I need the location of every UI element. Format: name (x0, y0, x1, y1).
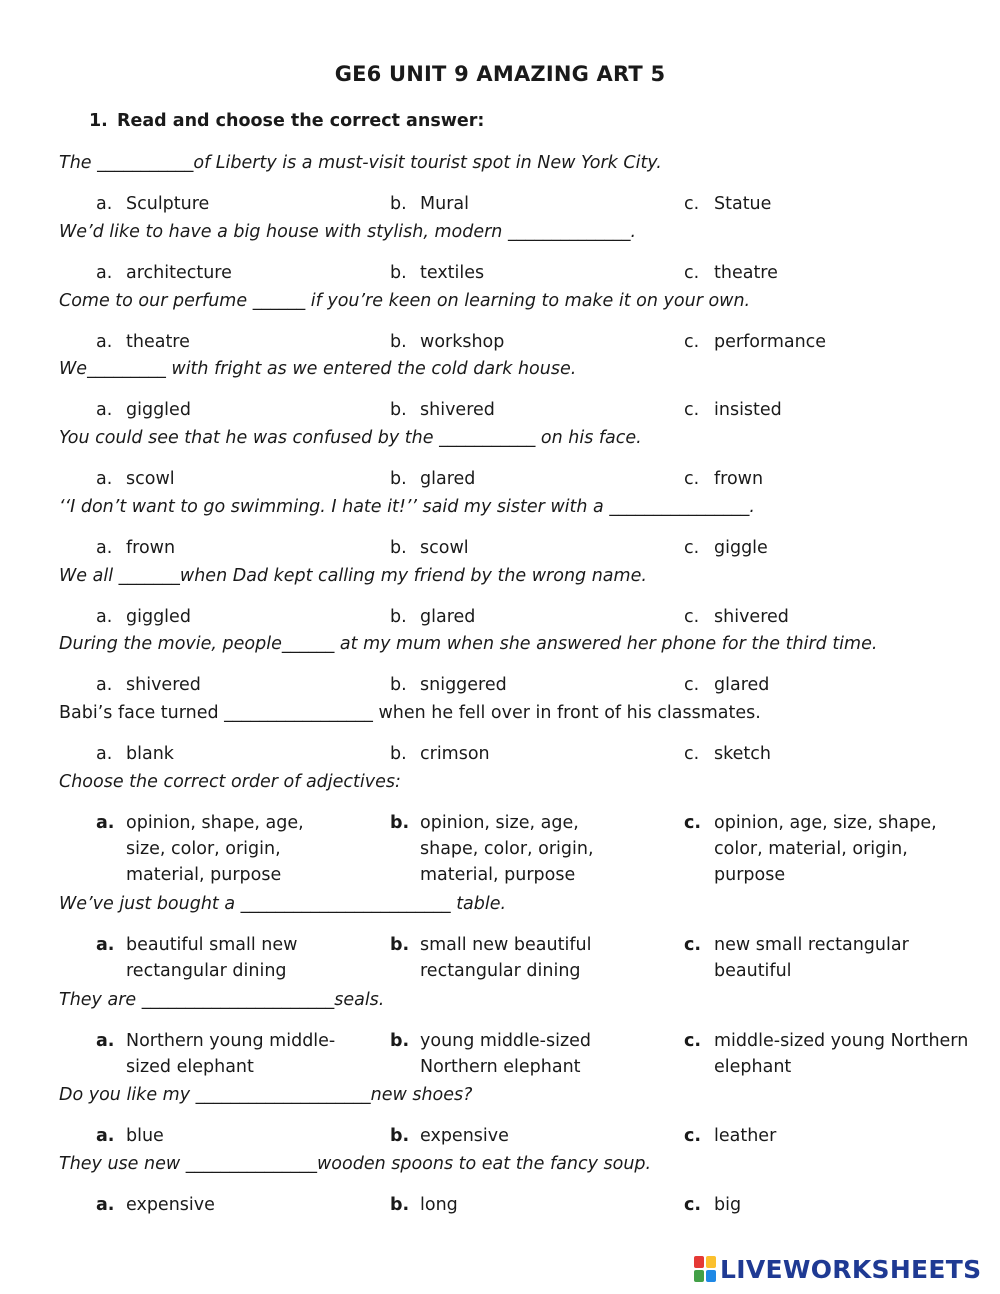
option-text: leather (714, 1126, 777, 1146)
liveworksheets-logo (694, 1252, 981, 1286)
option-letter: a. (96, 935, 115, 955)
instruction-text: Read and choose the correct answer: (117, 111, 485, 131)
option-letter: b. (390, 935, 410, 955)
options-row (0, 1028, 1000, 1077)
question-stem: Choose the correct order of adjectives: (59, 772, 401, 792)
question-stem: Come to our perfume ______ if you’re keen on learning to make it on your own. (59, 291, 751, 311)
option-letter: a. (96, 813, 115, 833)
option-text: giggle (714, 538, 768, 558)
question (0, 494, 1000, 561)
question (0, 769, 1000, 885)
option-text: opinion, size, age, shape, color, origin, material, purpose (420, 813, 594, 885)
options-row (0, 466, 1000, 492)
option-letter: c. (684, 538, 700, 558)
option-letter: b. (390, 538, 407, 558)
option-text: crimson (420, 744, 490, 764)
option-text: glared (714, 675, 770, 695)
question (0, 700, 1000, 767)
options-row (0, 535, 1000, 561)
instruction (89, 111, 484, 131)
option-letter: a. (96, 538, 113, 558)
option-letter: b. (390, 675, 407, 695)
option-letter: b. (390, 332, 407, 352)
question (0, 356, 1000, 423)
option-text: long (420, 1195, 458, 1215)
option-text: expensive (126, 1195, 215, 1215)
option-letter: b. (390, 263, 407, 283)
option-text: middle-sized young Northern elephant (714, 1031, 969, 1077)
option-letter: b. (390, 744, 407, 764)
option-letter: b. (390, 469, 407, 489)
option-letter: c. (684, 1126, 702, 1146)
option-text: shivered (714, 607, 789, 627)
option-letter: a. (96, 1195, 115, 1215)
options-row (0, 932, 1000, 981)
question (0, 425, 1000, 492)
option-letter: c. (684, 400, 700, 420)
option-text: sniggered (420, 675, 507, 695)
options-row (0, 260, 1000, 286)
option-text: Mural (420, 194, 469, 214)
option-letter: a. (96, 1031, 115, 1051)
question (0, 288, 1000, 355)
option-text: beautiful small new rectangular dining (126, 935, 298, 981)
option-letter: c. (684, 332, 700, 352)
question-stem: We’d like to have a big house with stylish, modern ______________. (59, 222, 637, 242)
question-stem: You could see that he was confused by the ___________ on his face. (59, 428, 642, 448)
option-text: giggled (126, 607, 191, 627)
option-text: sketch (714, 744, 771, 764)
logo-mark-icon (694, 1256, 716, 1282)
option-letter: c. (684, 675, 700, 695)
option-letter: c. (684, 263, 700, 283)
option-text: workshop (420, 332, 505, 352)
option-text: Statue (714, 194, 772, 214)
question (0, 987, 1000, 1077)
option-letter: c. (684, 194, 700, 214)
option-text: performance (714, 332, 827, 352)
question (0, 1151, 1000, 1218)
options-row (0, 604, 1000, 630)
logo-tile-red (694, 1256, 704, 1268)
question (0, 219, 1000, 286)
options-row (0, 397, 1000, 423)
option-text: giggled (126, 400, 191, 420)
instruction-number: 1. (89, 111, 108, 131)
option-letter: b. (390, 400, 407, 420)
option-text: opinion, shape, age, size, color, origin, material, purpose (126, 813, 304, 885)
question-stem: Do you like my ____________________new shoes? (59, 1085, 473, 1105)
option-text: glared (420, 607, 476, 627)
option-letter: c. (684, 607, 700, 627)
question-stem: They are ______________________seals. (59, 990, 385, 1010)
question-stem: The ___________of Liberty is a must-visit tourist spot in New York City. (59, 153, 662, 173)
option-letter: c. (684, 1195, 702, 1215)
option-letter: b. (390, 813, 410, 833)
option-text: textiles (420, 263, 485, 283)
option-letter: a. (96, 675, 113, 695)
options-row (0, 1123, 1000, 1149)
option-letter: c. (684, 744, 700, 764)
option-letter: a. (96, 1126, 115, 1146)
option-letter: b. (390, 607, 407, 627)
option-letter: b. (390, 1126, 410, 1146)
option-text: glared (420, 469, 476, 489)
logo-tile-green (694, 1270, 704, 1282)
option-letter: c. (684, 469, 700, 489)
page-title: GE6 UNIT 9 AMAZING ART 5 (334, 62, 666, 86)
option-text: frown (126, 538, 176, 558)
option-letter: a. (96, 400, 113, 420)
options-row (0, 810, 1000, 885)
option-text: shivered (126, 675, 201, 695)
option-text: frown (714, 469, 764, 489)
options-row (0, 672, 1000, 698)
logo-tile-yellow (706, 1256, 716, 1268)
logo-tile-blue (706, 1270, 716, 1282)
option-letter: c. (684, 813, 702, 833)
option-text: blue (126, 1126, 164, 1146)
option-letter: a. (96, 194, 113, 214)
option-letter: b. (390, 194, 407, 214)
options-row (0, 741, 1000, 767)
option-letter: b. (390, 1195, 410, 1215)
question (0, 631, 1000, 698)
question-stem: During the movie, people______ at my mum when she answered her phone for the third time. (59, 634, 878, 654)
option-text: scowl (420, 538, 469, 558)
option-text: big (714, 1195, 742, 1215)
option-letter: b. (390, 1031, 410, 1051)
option-text: Northern young middle-sized elephant (126, 1031, 336, 1077)
option-letter: a. (96, 263, 113, 283)
question-stem: They use new _______________wooden spoons to eat the fancy soup. (59, 1154, 652, 1174)
option-letter: c. (684, 1031, 702, 1051)
option-text: Sculpture (126, 194, 210, 214)
option-text: architecture (126, 263, 232, 283)
options-row (0, 191, 1000, 217)
option-text: new small rectangular beautiful (714, 935, 909, 981)
question-stem: We all _______when Dad kept calling my friend by the wrong name. (59, 566, 647, 586)
option-text: small new beautiful rectangular dining (420, 935, 592, 981)
options-row (0, 1192, 1000, 1218)
question (0, 150, 1000, 217)
option-text: theatre (126, 332, 190, 352)
question (0, 891, 1000, 981)
question (0, 1082, 1000, 1149)
option-letter: a. (96, 607, 113, 627)
option-letter: c. (684, 935, 702, 955)
option-text: young middle-sized Northern elephant (420, 1031, 592, 1077)
question (0, 563, 1000, 630)
question-stem: Babi’s face turned _________________ when he fell over in front of his classmates. (59, 703, 761, 723)
option-text: opinion, age, size, shape, color, material, origin, purpose (714, 813, 937, 885)
logo-text: LIVEWORKSHEETS (720, 1254, 982, 1284)
options-row (0, 329, 1000, 355)
option-text: blank (126, 744, 174, 764)
option-letter: a. (96, 744, 113, 764)
option-text: expensive (420, 1126, 509, 1146)
option-text: scowl (126, 469, 175, 489)
question-stem: ‘‘I don’t want to go swimming. I hate it!’’ said my sister with a ________________. (59, 497, 755, 517)
option-text: theatre (714, 263, 778, 283)
option-text: shivered (420, 400, 495, 420)
question-stem: We_________ with fright as we entered the cold dark house. (59, 359, 577, 379)
question-stem: We’ve just bought a ________________________ table. (59, 894, 507, 914)
option-letter: a. (96, 469, 113, 489)
option-letter: a. (96, 332, 113, 352)
option-text: insisted (714, 400, 782, 420)
